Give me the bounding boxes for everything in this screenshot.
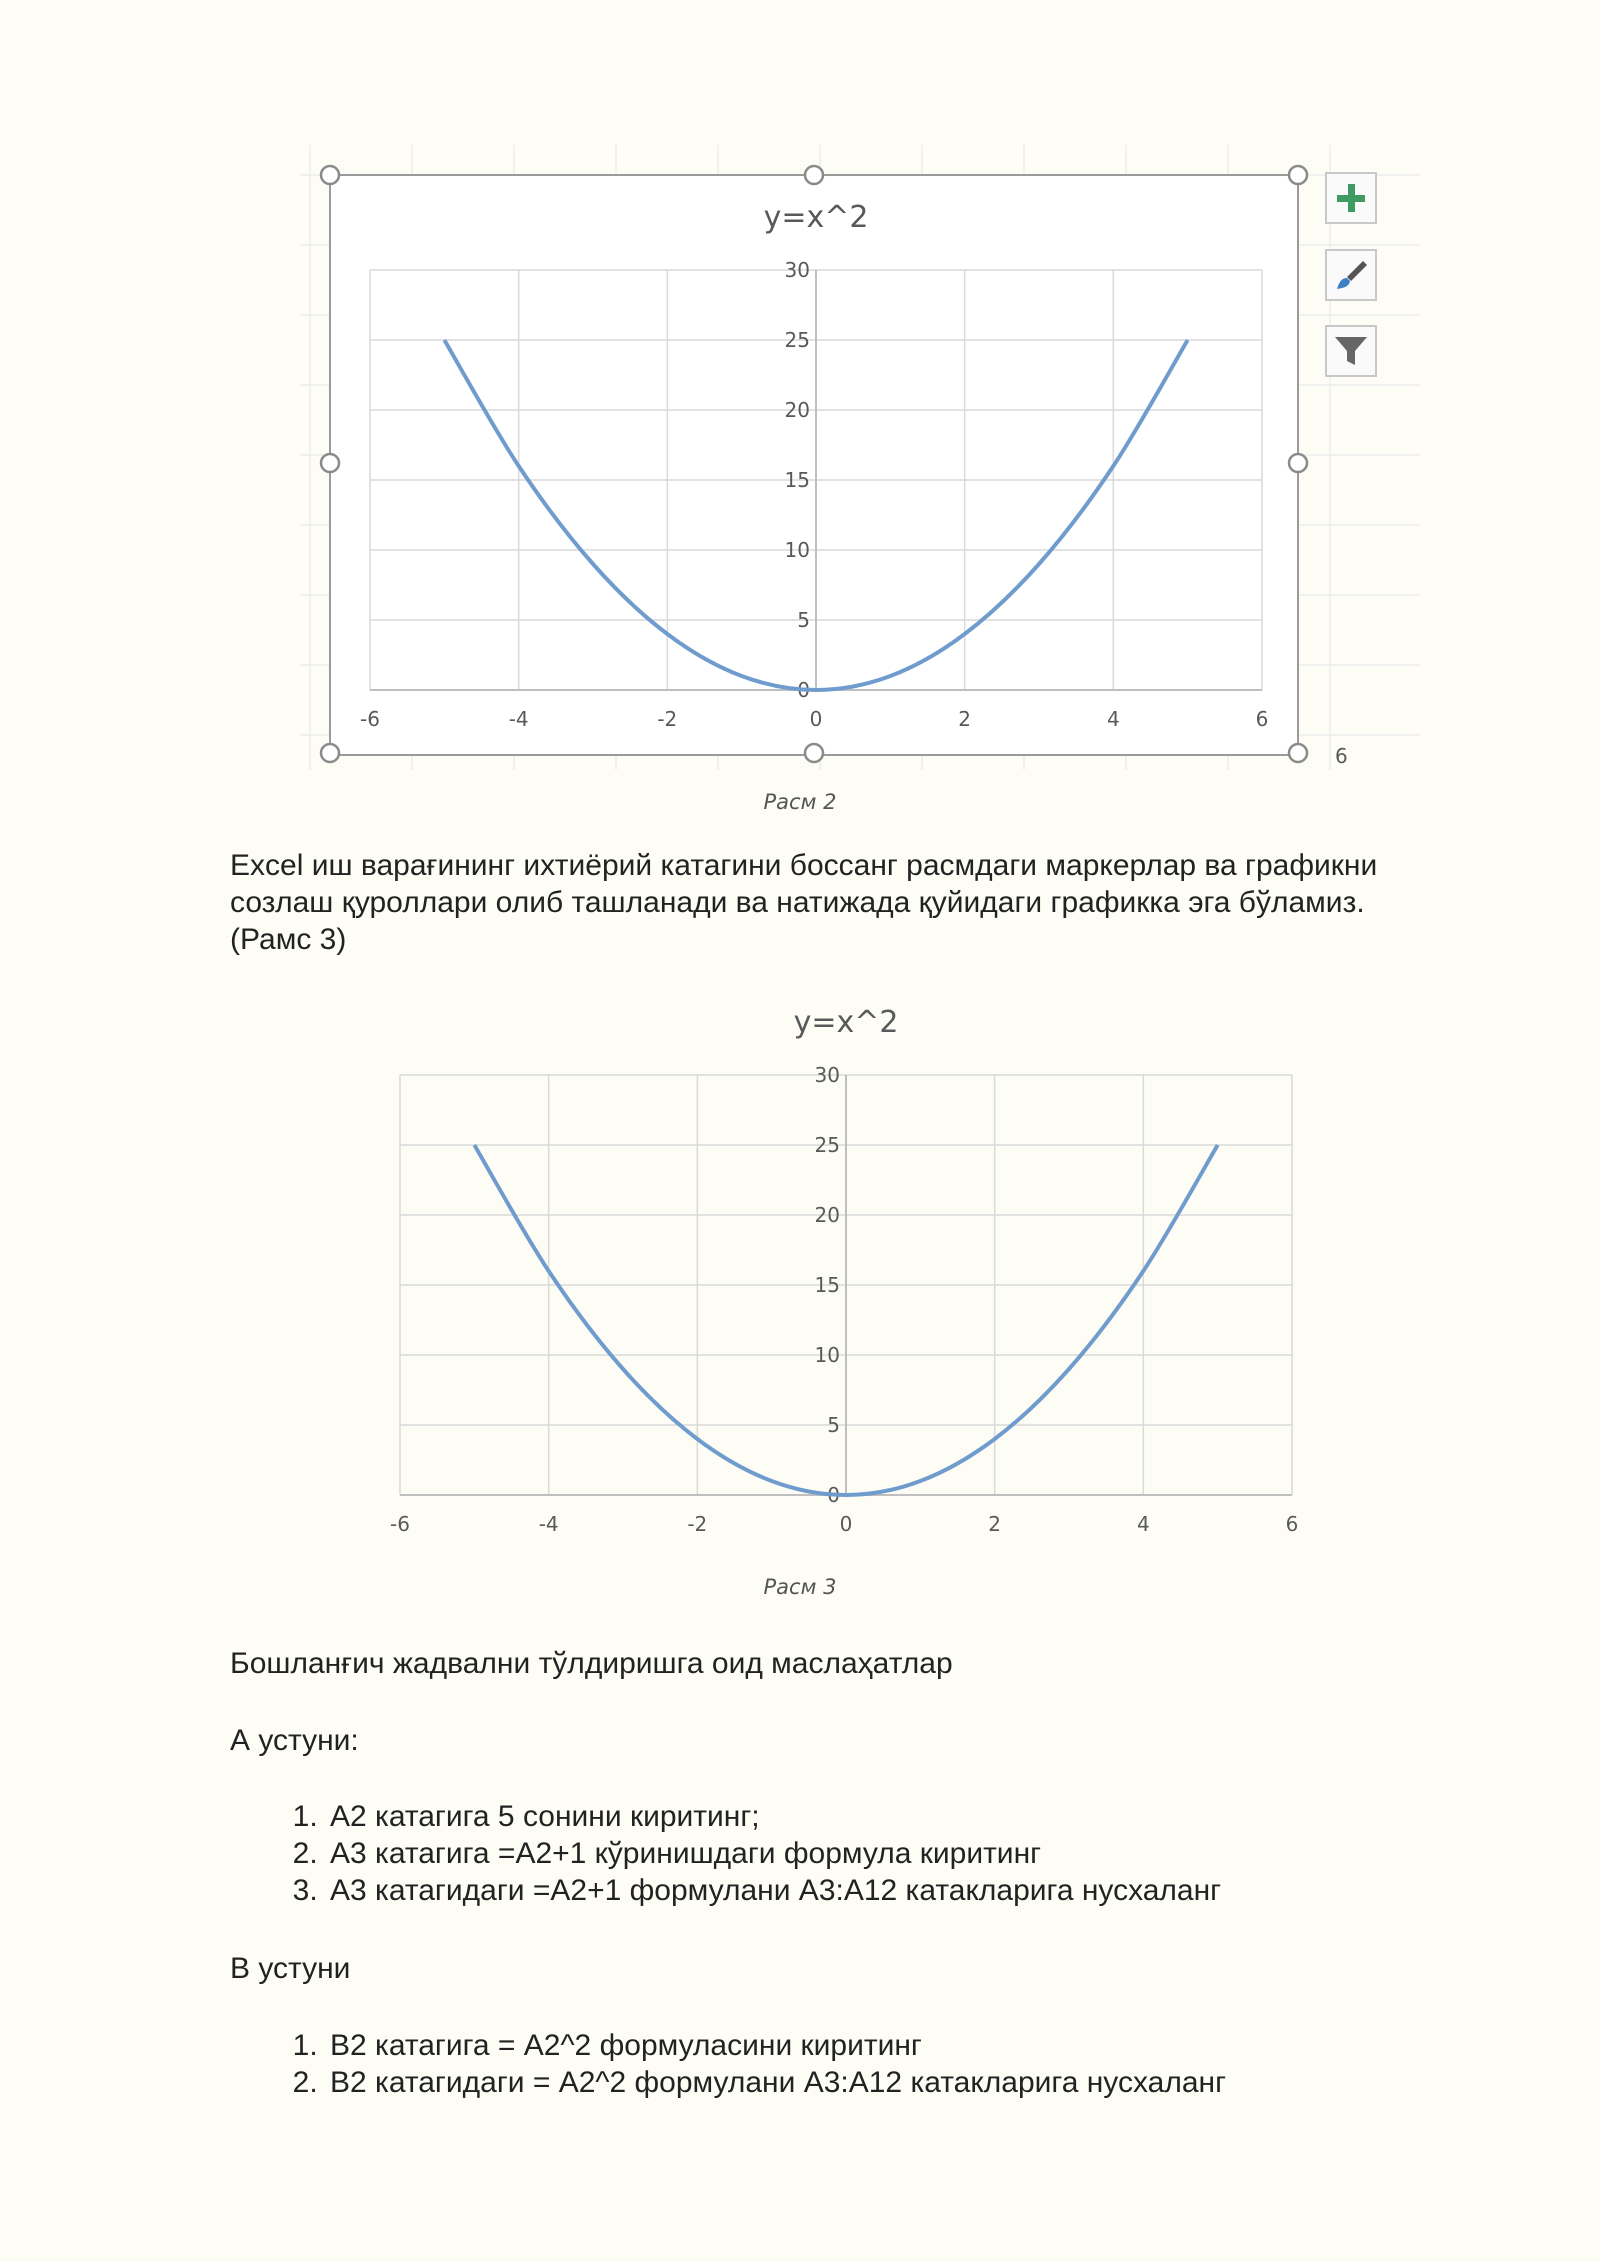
x-tick-label: -6 — [360, 707, 380, 731]
paragraph-1-line-1: Excel иш варағининг ихтиёрий катагини боссанг расмдаги маркерлар ва графикни — [230, 849, 1378, 882]
resize-handle[interactable] — [1289, 454, 1307, 472]
y-tick-label: 5 — [797, 608, 810, 632]
list-item: 1. А2 катагига 5 сонини киритинг; — [326, 1798, 1221, 1835]
x-tick-label: -4 — [538, 1512, 559, 1536]
y-tick-label: 20 — [784, 398, 810, 422]
column-b-list — [230, 2027, 1226, 2101]
resize-handle[interactable] — [1289, 744, 1307, 762]
chart-styles-button[interactable] — [1325, 249, 1377, 301]
x-tick-label: 6 — [1255, 707, 1269, 731]
y-tick-label: 15 — [784, 468, 810, 492]
resize-handle[interactable] — [805, 744, 823, 762]
x-tick-label: -6 — [390, 1512, 410, 1536]
plus-icon — [1327, 174, 1375, 222]
x-tick-label: 2 — [958, 707, 972, 731]
x-tick-label: -2 — [657, 707, 678, 731]
y-tick-label: 30 — [784, 258, 810, 282]
paragraph-1-line-3: (Рамс 3) — [230, 923, 347, 956]
list-item: 3. А3 катагидаги =А2+1 формулани А3:А12 катакларига нусхаланг — [326, 1872, 1221, 1909]
paragraph-1-line-2: созлаш қуроллари олиб ташланади ва натижада қуйидаги графикка эга бўламиз. — [230, 886, 1365, 919]
column-a-list — [230, 1798, 1221, 1909]
x-tick-label: 4 — [1136, 1512, 1150, 1536]
tips-heading: Бошланғич жадвални тўлдиришга оид маслаҳатлар — [230, 1647, 953, 1680]
y-tick-label: 5 — [827, 1413, 840, 1437]
resize-handle[interactable] — [321, 166, 339, 184]
x-tick-label: -4 — [508, 707, 529, 731]
y-tick-label: 25 — [814, 1133, 840, 1157]
y-tick-label: 0 — [827, 1483, 840, 1507]
figure3-chart — [330, 990, 1330, 1550]
y-tick-label: 30 — [814, 1063, 840, 1087]
x-tick-label: 2 — [988, 1512, 1002, 1536]
figure2-caption: Расм 2 — [763, 790, 837, 814]
filter-icon — [1327, 327, 1375, 375]
x-tick-label: 6 — [1285, 1512, 1299, 1536]
column-a-heading: А устуни: — [230, 1724, 359, 1757]
x-tick-label: 0 — [809, 707, 823, 731]
chart-frame[interactable] — [330, 175, 1298, 755]
chart-title: y=x^2 — [763, 200, 869, 235]
resize-handle[interactable] — [321, 744, 339, 762]
list-item: 1. В2 катагига = А2^2 формуласини киритинг — [326, 2027, 1226, 2064]
x-tick-label: -2 — [687, 1512, 708, 1536]
spreadsheet-axis-labels — [1335, 744, 1348, 768]
figure2-screenshot — [300, 145, 1420, 770]
resize-handle[interactable] — [1289, 166, 1307, 184]
figure3-caption: Расм 3 — [763, 1575, 837, 1599]
chart-3 — [390, 1005, 1298, 1536]
resize-handle[interactable] — [805, 166, 823, 184]
y-tick-label: 0 — [797, 678, 810, 702]
x-tick-label: 4 — [1106, 707, 1120, 731]
column-b-heading: В устуни — [230, 1952, 351, 1985]
chart-filters-button[interactable] — [1325, 325, 1377, 377]
outer-axis-label: 6 — [1335, 744, 1348, 768]
y-tick-label: 15 — [814, 1273, 840, 1297]
resize-handle[interactable] — [321, 454, 339, 472]
paragraph-1 — [230, 847, 1530, 958]
y-tick-label: 20 — [814, 1203, 840, 1227]
y-tick-label: 25 — [784, 328, 810, 352]
chart-title: y=x^2 — [793, 1005, 899, 1040]
y-tick-label: 10 — [814, 1343, 840, 1367]
chart-elements-button[interactable] — [1325, 172, 1377, 224]
list-item: 2. А3 катагига =А2+1 кўринишдаги формула киритинг — [326, 1835, 1221, 1872]
y-tick-label: 10 — [784, 538, 810, 562]
x-tick-label: 0 — [839, 1512, 853, 1536]
brush-icon — [1327, 251, 1375, 299]
list-item: 2. В2 катагидаги = А2^2 формулани А3:А12 катакларига нусхаланг — [326, 2064, 1226, 2101]
